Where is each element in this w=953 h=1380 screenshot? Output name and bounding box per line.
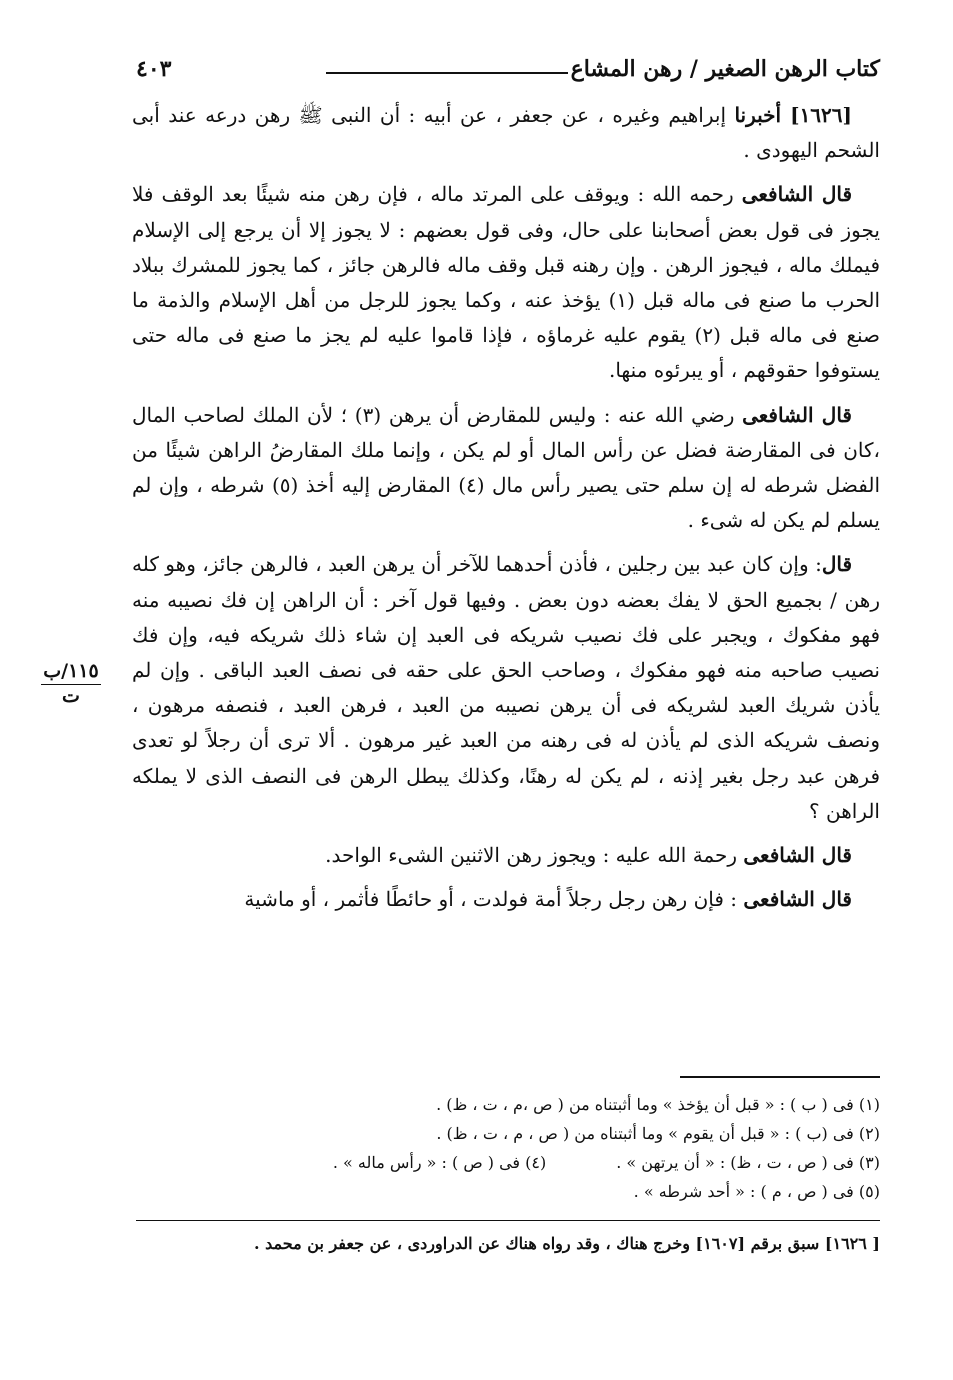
footnotes [132,1090,880,1206]
footnote-4: (٤) فى ( ص ) : « رأس ماله » . [332,1153,547,1172]
hadith-reference-note: [ ١٦٢٦] سبق برقم [١٦٠٧] وخرج هناك ، وقد رواه هناك عن الدراوردى ، عن جعفر بن محمد . [254,1234,880,1253]
footnote-3: (٣) فى ( ص ، ت ، ظ) : « أن يرتهن » . [616,1153,880,1172]
paragraph-lead: قال الشافعى [743,887,852,912]
paragraph-5 [132,838,880,873]
paragraph-lead: قال [821,552,852,577]
paragraph-lead: [١٦٢٦] أخبرنا [734,103,852,127]
header-rule [326,72,568,74]
page-number: ٤٠٣ [136,56,172,82]
paragraph-text: : فإن رهن رجل رجلاً أمة فولدت ، أو حائطًا فأثمر ، أو ماشية [244,887,744,912]
paragraph-4 [132,547,880,829]
footnote-2: (٢) فى (ب ) : « قبل أن يقوم » وما أثبتناه من ( ص ، م ، ت ، ظ) . [436,1124,880,1143]
paragraph-text: رحمة الله عليه : ويجوز رهن الاثنين الشىء الواحد. [325,843,744,868]
paragraph-2 [132,177,880,388]
paragraph-lead: قال الشافعى [741,182,852,207]
reference-rule [136,1220,880,1221]
folio-number: ١١٥/ب [43,660,99,682]
folio-manuscript: ت [62,685,80,707]
main-text [132,98,880,926]
paragraph-text: إبراهيم وغيره ، عن جعفر ، عن أبيه : أن النبى ﷺ رهن درعه عند أبى الشحم اليهودى . [132,103,880,163]
paragraph-text: رضي الله عنه : وليس للمقارض أن يرهن (٣) ؛ لأن الملك لصاحب المال ،كان فى المقارضة فضل عن رأس المال أو لم يكن ، وإنما ملك المقارضُ الراهن شيئًا من الفضل شرطه له إن سلم حتى يصير رأس مال (٤) المقارض إليه أخذ (٥) شرطه ، وإن لم يسلم لم يكن له شىء . [132,402,880,533]
footnote-row [132,1148,880,1177]
footnote-rule [680,1076,880,1078]
paragraph-1 [132,98,880,168]
running-header [136,52,880,92]
paragraph-text: رحمه الله : ويوقف على المرتد ماله ، فإن رهن منه شيئًا بعد الوقف فلا يجوز فى قول بعض أصحابنا على حال، وفى قول بعضهم : لا يجوز إلا أن يرجع إلى الإسلام فيملك ماله ، فيجوز الرهن . وإن رهنه قبل وقف ماله فالرهن جائز ، كما يجوز للمشرك ببلاد الحرب ما صنع فى ماله قبل (١) يؤخذ عنه ، وكما يجوز للرجل من أهل الإسلام والذمة ما صنع فى ماله قبل (٢) يقوم عليه غرماؤه ، فإذا قاموا عليه لم يجز ما صنع فى ماله حتى يستوفوا حقوقهم ، أو يبرئوه منها. [132,182,881,383]
footnote-5: (٥) فى ( ص ، م ) : « أحد شرطه » . [633,1182,880,1201]
paragraph-lead: قال الشافعى [742,402,852,427]
manuscript-folio-note [36,660,106,707]
footnote-1: (١) فى ( ب ) : « قبل أن يؤخذ » وما أثبتناه من ( ص ،م ، ت ، ظ) . [436,1095,880,1114]
paragraph-3 [132,398,880,539]
header-title: كتاب الرهن الصغير / رهن المشاع [570,56,880,82]
paragraph-lead: قال الشافعى [743,843,852,868]
paragraph-text: : وإن كان عبد بين رجلين ، فأذن أحدهما للآخر أن يرهن العبد ، فالرهن جائز، وهو كله رهن / بجميع الحق لا يفك بعضه دون بعض . وفيها قول آخر : أن الراهن إن فك نصيبه منه فهو مفكوك ، ويجبر على فك نصيب شريكه فى العبد إن شاء ذلك شريكه فيه، وإن فك نصيب صاحبه منه فهو مفكوك ، وصاحب الحق على حقه فى نصف العبد الباقى . وإن لم يأذن شريك العبد لشريكه فى أن يرهن نصيبه من العبد ، فرهن العبد ، فنصفه مرهون ، ونصف شريكه الذى لم يأذن له فى رهنه من العبد غير مرهون . ألا ترى أن رجلاً لو تعدى فرهن عبد رجل بغير إذنه ، لم يكن له رهنًا، وكذلك يبطل الرهن فى النصف الذى لا يملكه الراهن ؟ [132,552,880,823]
paragraph-6 [132,882,880,917]
